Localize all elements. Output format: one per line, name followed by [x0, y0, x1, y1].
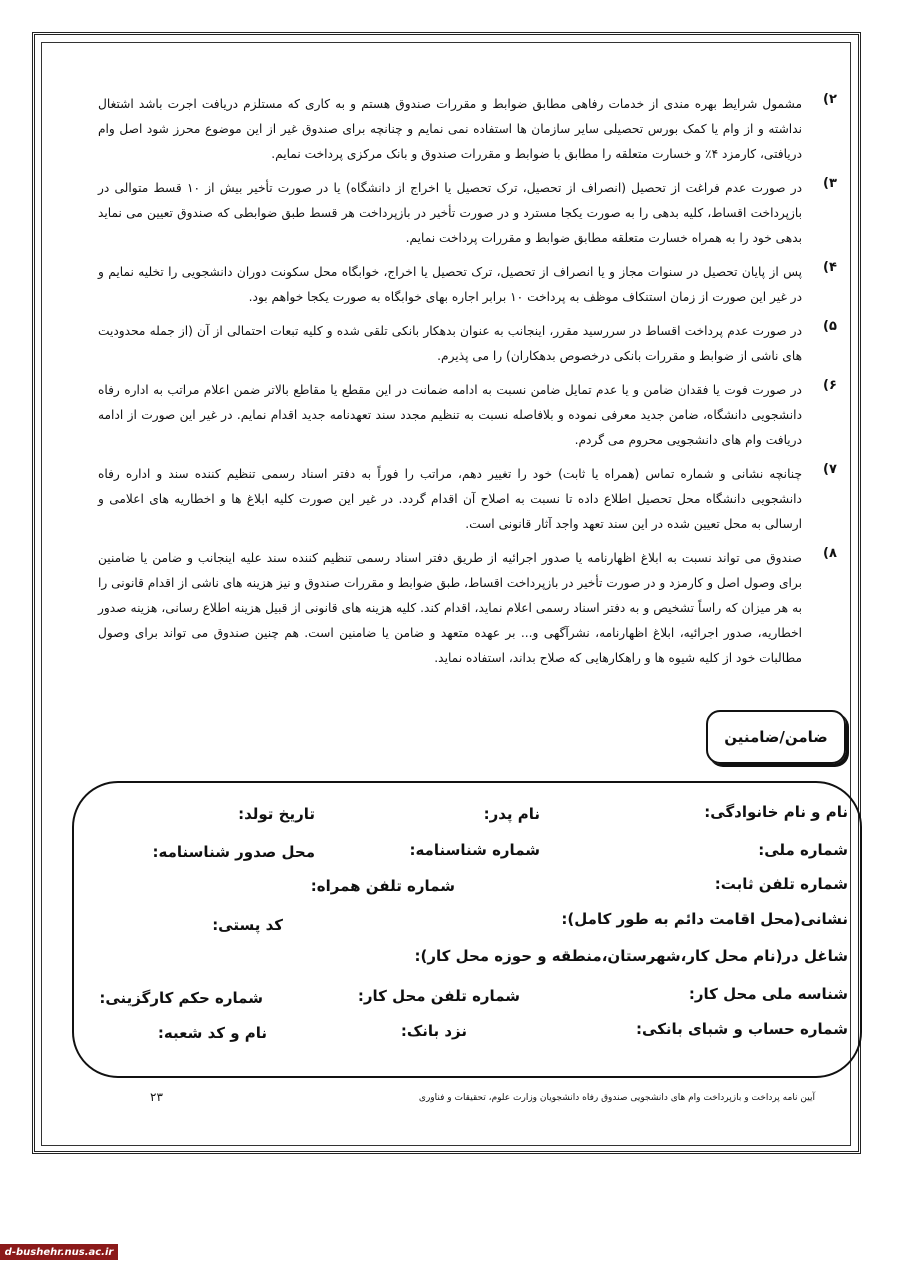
- landline-label: شماره تلفن ثابت:: [714, 875, 848, 893]
- guarantor-section-title: ضامن/ضامنین: [706, 710, 846, 764]
- clause-text: چنانچه نشانی و شماره تماس (همراه یا ثابت) خود را تغییر دهم، مراتب را فوراً به دفتر اسناد رسمی تنظیم کننده سند و اداره رفاه دانشجویی دانشگاه محل تحصیل اطلاع داده تا نسبت به اصلاح آن اقدام گردد. در غیر این صورت کلیه ابلاغ ها و اخطاریه های اعلامی و ارسالی به محل تعیین شده در این سند تعهد واجد آثار قانونی است.: [98, 467, 802, 531]
- commitment-clauses: [98, 92, 837, 680]
- full-name-label: نام و نام خانوادگی:: [704, 803, 848, 821]
- clause-text: صندوق می تواند نسبت به ابلاغ اظهارنامه یا صدور اجرائیه از طریق دفتر اسناد رسمی تنظیم کننده سند علیه اینجانب و ضامن یا ضامنین برای وصول اصل و کارمزد و در صورت تأخیر در بازپرداخت اقساط، طبق ضوابط و مقررات صندوق و نیز هزینه های ناشی از اقدام قانونی را به هر میزان که راساً تشخیص و به دفتر اسناد رسمی اعلام نماید، اقدام کند. کلیه هزینه های قانونی از قبیل هزینه اطلاع رسانی، هزینه صدور اخطاریه، صدور اجرائیه، ابلاغ اظهارنامه، نشرآگهی و... بر عهده متعهد و ضامن یا ضامنین است. هم چنین صندوق می تواند برای وصول مطالبات خود از کلیه شیوه ها و راهکارهایی که صلاح بداند، استفاده نماید.: [98, 551, 802, 665]
- clause-7: [98, 462, 837, 537]
- clause-number: ۴): [823, 260, 837, 275]
- employer-label: شاغل در(نام محل کار،شهرستان،منطقه و حوزه محل کار):: [414, 947, 848, 965]
- clause-6: [98, 378, 837, 453]
- clause-number: ۶): [823, 378, 837, 393]
- postal-code-label: کد پستی:: [212, 916, 283, 934]
- page-number: ۲۳: [150, 1090, 163, 1104]
- clause-number: ۳): [823, 176, 837, 191]
- footer-regulation-note: آیین نامه پرداخت و بازپرداخت وام های دانشجویی صندوق رفاه دانشجویان وزارت علوم، تحقیقات و فناوری: [418, 1093, 815, 1103]
- clause-8: [98, 546, 837, 671]
- employment-order-label: شماره حکم کارگزینی:: [99, 989, 263, 1007]
- clause-3: [98, 176, 837, 251]
- id-issue-place-label: محل صدور شناسنامه:: [152, 843, 315, 861]
- clause-text: در صورت عدم پرداخت اقساط در سررسید مقرر، اینجانب به عنوان بدهکار بانکی تلقی شده و کلیه تبعات احتمالی از آن (از جمله محدودیت های ناشی از ضوابط و مقررات بانکی درخصوص بدهکاران) را می پذیرم.: [98, 324, 802, 363]
- clause-text: در صورت عدم فراغت از تحصیل (انصراف از تحصیل، ترک تحصیل یا اخراج از دانشگاه) یا در صورت تأخیر بیش از ۱۰ قسط متوالی در بازپرداخت اقساط، کلیه بدهی را به صورت یکجا مسترد و در صورت تأخیر در بازپرداخت هر قسط طبق ضوابطی که صندوق تعیین می نماید بدهی خود را به همراه خسارت متعلقه مطابق ضوابط و مقررات پرداخت نمایم.: [98, 181, 803, 245]
- clause-text: پس از پایان تحصیل در سنوات مجاز و یا انصراف از تحصیل، ترک تحصیل یا اخراج، خوابگاه محل سکونت دوران دانشجویی را تخلیه نمایم و در غیر این صورت از زمان استنکاف موظف به پرداخت ۱۰ برابر اجاره بهای خوابگاه به صورت یکجا خواهم بود.: [98, 265, 802, 304]
- father-name-label: نام پدر:: [483, 805, 540, 823]
- national-code-label: شماره ملی:: [758, 841, 848, 859]
- clause-number: ۲): [823, 92, 837, 107]
- clause-number: ۵): [823, 319, 837, 334]
- clause-2: [98, 92, 837, 167]
- clause-text: در صورت فوت یا فقدان ضامن و یا عدم تمایل ضامن نسبت به ادامه ضمانت در این مقطع یا مقاطع بالاتر ضمن اعلام مراتب به اداره رفاه دانشجویی دانشگاه، ضامن جدید معرفی نموده و بلافاصله نسبت به تنظیم مجدد سند تعهدنامه جدید اقدام نمایم. در غیر این صورت از ادامه دریافت وام های دانشجویی محروم می گردم.: [98, 383, 802, 447]
- id-number-label: شماره شناسنامه:: [409, 841, 540, 859]
- clause-number: ۸): [823, 546, 837, 561]
- branch-label: نام و کد شعبه:: [157, 1024, 267, 1042]
- work-phone-label: شماره تلفن محل کار:: [357, 987, 520, 1005]
- clause-5: [98, 319, 837, 369]
- birth-date-label: تاریخ تولد:: [238, 805, 315, 823]
- site-watermark: d-bushehr.nus.ac.ir: [0, 1244, 118, 1260]
- workplace-national-id-label: شناسه ملی محل کار:: [688, 985, 848, 1003]
- clause-4: [98, 260, 837, 310]
- address-label: نشانی(محل اقامت دائم به طور کامل):: [561, 910, 848, 928]
- mobile-label: شماره تلفن همراه:: [310, 877, 455, 895]
- clause-number: ۷): [823, 462, 837, 477]
- bank-account-label: شماره حساب و شبای بانکی:: [636, 1020, 848, 1038]
- bank-name-label: نزد بانک:: [400, 1022, 467, 1040]
- clause-text: مشمول شرایط بهره مندی از خدمات رفاهی مطابق ضوابط و مقررات صندوق هستم و به کاری که مستلزم دریافت اجرت باشد اشتغال نداشته و از وام یا کمک بورس تحصیلی سایر سازمان ها استفاده نمی نمایم و چنانچه برای صندوق غیر از این موضوع محرز شود اصل وام دریافتی، کارمزد ۴٪ و خسارت متعلقه را مطابق با ضوابط و مقررات صندوق و بانک مرکزی پرداخت نمایم.: [98, 97, 802, 161]
